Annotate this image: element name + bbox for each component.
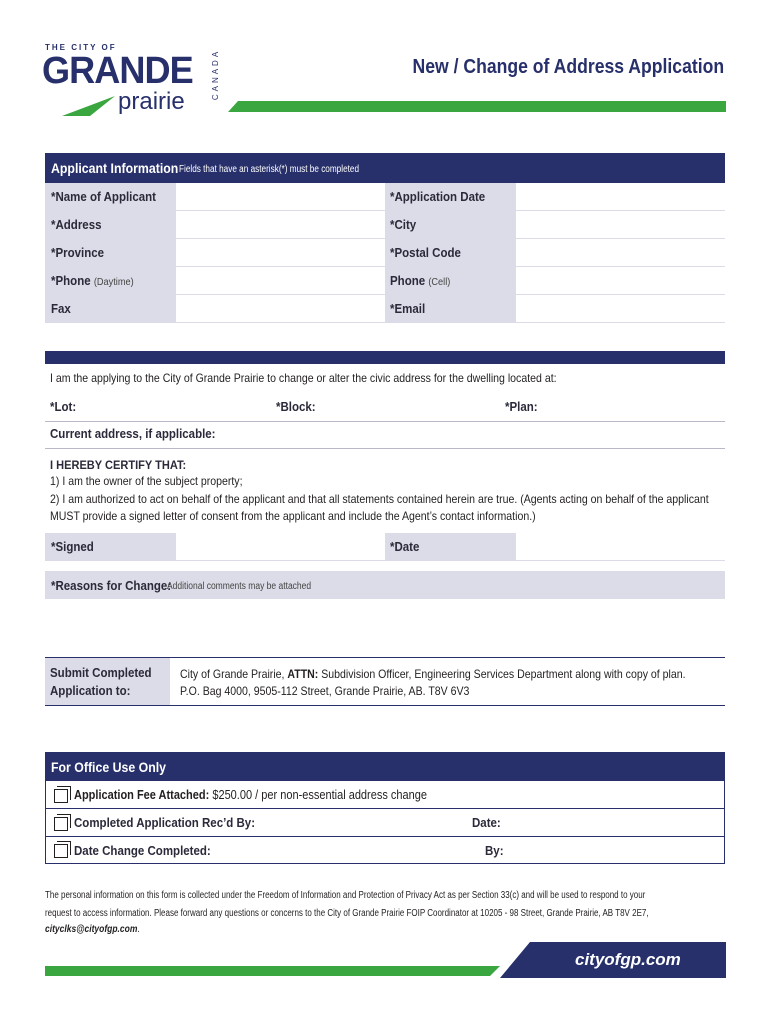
label-postal-code: *Postal Code xyxy=(390,246,461,260)
label-name: *Name of Applicant xyxy=(51,190,157,204)
logo-grande: GRANDE xyxy=(42,50,193,92)
certify-line-1: 1) I am the owner of the subject property; xyxy=(50,474,243,488)
label-signed: *Signed xyxy=(51,540,94,554)
label-current-address: Current address, if applicable: xyxy=(50,427,216,441)
label-email: *Email xyxy=(390,302,426,316)
privacy-line-1: The personal information on this form is collected under the Freedom of Information and Protection of Privacy Act as per Section 33(c) and will be used to respond to your xyxy=(45,890,646,901)
label-reasons: *Reasons for Change: xyxy=(51,579,172,593)
reasons-field[interactable] xyxy=(45,599,725,651)
received-by-label: Completed Application Rec’d By: xyxy=(74,816,256,830)
label-city: *City xyxy=(390,218,417,232)
office-date-label: Date: xyxy=(472,816,501,830)
row-signed xyxy=(45,533,725,562)
privacy-email-suffix: . xyxy=(137,924,140,935)
label-plan: *Plan: xyxy=(505,400,538,414)
reasons-for-change-bar xyxy=(45,571,725,599)
fee-attached-checkbox[interactable] xyxy=(54,789,68,803)
privacy-line-2: request to access information. Please forward any questions or concerns to the City of Grande Prairie FOIP Coordinator at 10205 - 98 Street, Grande Prairie, AB T8V 2E7, xyxy=(45,908,649,919)
received-by-checkbox[interactable] xyxy=(54,817,68,831)
date-field[interactable] xyxy=(516,533,725,560)
certify-line-2: 2) I am authorized to act on behalf of the applicant and that all statements contained herein are true. (Agents acting on behalf of the applicant xyxy=(50,492,709,506)
submit-line-1-prefix: City of Grande Prairie, xyxy=(180,667,288,681)
reasons-note: Additional comments may be attached xyxy=(167,581,312,592)
label-phone-cell-note: (Cell) xyxy=(428,277,451,288)
email-field[interactable] xyxy=(516,295,725,322)
city-logo xyxy=(40,40,220,120)
certify-heading: I HEREBY CERTIFY THAT: xyxy=(50,458,187,472)
submit-line-1-suffix: Subdivision Officer, Engineering Services Department along with copy of plan. xyxy=(318,667,686,681)
submit-address-line-1 xyxy=(180,667,686,681)
label-date: *Date xyxy=(390,540,420,554)
office-use-title: For Office Use Only xyxy=(51,759,167,775)
phone-cell-field[interactable] xyxy=(516,267,725,294)
submit-block xyxy=(45,657,725,706)
office-use-header xyxy=(45,752,725,781)
privacy-email-link[interactable]: cityclks@cityofgp.com xyxy=(45,924,138,935)
application-date-field[interactable] xyxy=(516,183,725,210)
address-field[interactable] xyxy=(176,211,385,238)
submit-label-line-1: Submit Completed xyxy=(50,666,152,680)
page-title: New / Change of Address Application xyxy=(412,56,724,78)
office-row-divider-1 xyxy=(46,808,724,809)
phone-daytime-field[interactable] xyxy=(176,267,385,294)
label-application-date: *Application Date xyxy=(390,190,486,204)
date-change-completed-checkbox[interactable] xyxy=(54,844,68,858)
office-by-label: By: xyxy=(485,844,504,858)
logo-prairie: prairie xyxy=(118,88,185,115)
current-address-underline xyxy=(45,448,725,449)
name-field[interactable] xyxy=(176,183,385,210)
province-field[interactable] xyxy=(176,239,385,266)
applicant-header-title: Applicant Information xyxy=(51,160,179,176)
label-phone-cell-text: Phone xyxy=(390,274,426,288)
date-change-completed-label: Date Change Completed: xyxy=(74,844,211,858)
lot-block-plan-underline xyxy=(45,421,725,422)
label-block: *Block: xyxy=(276,400,316,414)
fee-attached-label: Application Fee Attached: xyxy=(74,788,210,802)
label-phone-daytime-note: (Daytime) xyxy=(93,277,134,288)
privacy-email-line xyxy=(45,924,140,935)
logo-canada: CANADA xyxy=(211,48,221,101)
logo-the-city-of: THE CITY OF xyxy=(45,43,117,52)
logo-swoosh-icon xyxy=(60,88,120,118)
label-fax: Fax xyxy=(51,302,71,316)
applicant-header-note: Fields that have an asterisk(*) must be completed xyxy=(179,164,360,175)
signed-field[interactable] xyxy=(176,533,385,560)
property-intro-text: I am the applying to the City of Grande Prairie to change or alter the civic address for the dwelling located at: xyxy=(50,371,557,385)
row-name xyxy=(45,183,725,212)
row-province xyxy=(45,239,725,268)
row-fax xyxy=(45,295,725,324)
office-row-divider-2 xyxy=(46,836,724,837)
fee-attached-value: $250.00 / per non-essential address change xyxy=(209,788,427,802)
fax-field[interactable] xyxy=(176,295,385,322)
row-phone xyxy=(45,267,725,296)
postal-code-field[interactable] xyxy=(516,239,725,266)
submit-attn: ATTN: xyxy=(287,667,319,681)
submit-address-line-2: P.O. Bag 4000, 9505-112 Street, Grande Prairie, AB. T8V 6V3 xyxy=(180,684,470,698)
office-use-table xyxy=(45,781,725,864)
label-province: *Province xyxy=(51,246,105,260)
label-phone-daytime-text: *Phone xyxy=(51,274,91,288)
applicant-section-header xyxy=(45,153,725,183)
title-underline xyxy=(228,101,726,113)
row-address xyxy=(45,211,725,240)
property-section-header xyxy=(45,351,725,364)
fee-attached-row xyxy=(74,788,427,802)
label-lot: *Lot: xyxy=(50,400,77,414)
label-address: *Address xyxy=(51,218,102,232)
city-field[interactable] xyxy=(516,211,725,238)
certify-line-3: MUST provide a signed letter of consent from the applicant and include the Agent’s contact information.) xyxy=(50,509,536,523)
footer-green-stripe xyxy=(45,966,500,978)
submit-label-line-2: Application to: xyxy=(50,684,131,698)
website-link[interactable]: cityofgp.com xyxy=(575,950,681,969)
